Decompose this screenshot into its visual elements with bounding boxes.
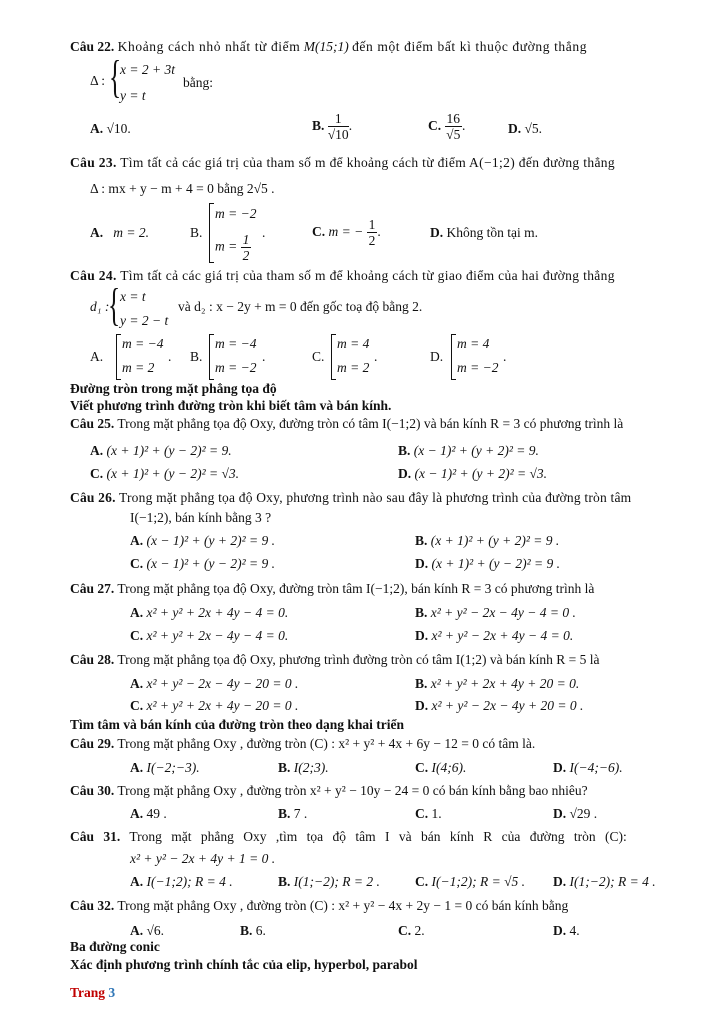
q26-option-d[interactable]: D. (x + 1)² + (y − 2)² = 9 . — [415, 556, 561, 571]
q24-c1: m = 4 — [337, 336, 370, 351]
q22-delta: Δ : — [90, 73, 106, 88]
q24-brace: { — [108, 279, 121, 330]
q24-a-bracket — [116, 334, 121, 380]
q24-sys1: x = t — [120, 289, 146, 304]
q24-d1-val: m = 4 — [457, 336, 490, 351]
q24-option-c-label[interactable]: C. — [312, 349, 325, 364]
q24-d2-val: m = −2 — [457, 360, 499, 375]
q24-line1: Câu 24. Tìm tất cả các giá trị của tham số m để khoảng cách từ giao điểm của hai đường thẳng — [70, 268, 615, 283]
section-subheading-conic: Xác định phương trình chính tắc của elip, hyperbol, parabol — [70, 957, 418, 972]
page-number: 3 — [108, 985, 116, 1000]
q29-option-a[interactable]: A. I(−2;−3). — [130, 760, 200, 775]
q29-option-b[interactable]: B. I(2;3). — [278, 760, 329, 775]
section-heading-conic: Ba đường conic — [70, 939, 160, 954]
q22-option-b[interactable]: B. $\frac{1}{√10}$ . — [312, 111, 353, 143]
q24-option-d-label[interactable]: D. — [430, 349, 444, 364]
q25-option-a[interactable]: A. (x + 1)² + (y − 2)² = 9. — [90, 443, 232, 458]
q24-b2: m = −2 — [215, 360, 257, 375]
q29-line1: Câu 29. Trong mặt phẳng Oxy , đường tròn (C) : x² + y² + 4x + 6y − 12 = 0 có tâm là. — [70, 736, 536, 751]
q26-option-b[interactable]: B. (x + 1)² + (y + 2)² = 9 . — [415, 533, 560, 548]
q24-option-a-label[interactable]: A. — [90, 349, 104, 364]
q23-line2: Δ : mx + y − m + 4 = 0 bằng 2√5 . — [90, 181, 275, 196]
q24-a1: m = −4 — [122, 336, 164, 351]
q23-b2: m = $\frac{1}{2}$ — [215, 232, 250, 263]
q24-b1: m = −4 — [215, 336, 257, 351]
q27-option-d[interactable]: D. x² + y² − 2x + 4y − 4 = 0. — [415, 628, 574, 643]
q28-option-a[interactable]: A. x² + y² − 2x − 4y − 20 = 0 . — [130, 676, 299, 691]
q28-option-b[interactable]: B. x² + y² + 2x + 4y + 20 = 0. — [415, 676, 580, 691]
q24-b-bracket — [209, 334, 214, 380]
q24-c-bracket — [331, 334, 336, 380]
section-subheading-find: Tìm tâm và bán kính của đường tròn theo dạng khai triển — [70, 717, 405, 732]
q30-line1: Câu 30. Trong mặt phẳng Oxy , đường tròn x² + y² − 10y − 24 = 0 có bán kính bằng bao nhiêu? — [70, 783, 588, 798]
q24-rest: và d₂ : x − 2y + m = 0 đến gốc toạ độ bằng 2. — [178, 299, 423, 314]
q30-option-b[interactable]: B. 7 . — [278, 806, 308, 821]
q32-option-d[interactable]: D. 4. — [553, 923, 580, 938]
q23-line1: Câu 23. Tìm tất cả các giá trị của tham số m để khoảng cách từ điểm A(−1;2) đến đường thẳng — [70, 155, 615, 170]
q25-option-c[interactable]: C. (x + 1)² + (y − 2)² = √3. — [90, 466, 240, 481]
footer-label: Trang — [70, 985, 106, 1000]
q31-line1: Câu 31. Trong mặt phẳng Oxy ,tìm tọa độ tâm I và bán kính R của đường tròn (C): — [70, 829, 627, 844]
q27-option-c[interactable]: C. x² + y² + 2x − 4y − 4 = 0. — [130, 628, 289, 643]
q26-option-a[interactable]: A. (x − 1)² + (y + 2)² = 9 . — [130, 533, 276, 548]
q22-tail: bằng: — [183, 75, 213, 90]
q26-option-c[interactable]: C. (x − 1)² + (y − 2)² = 9 . — [130, 556, 276, 571]
q24-d-bracket — [451, 334, 456, 380]
q24-d-end: . — [503, 349, 507, 364]
q24-sys2: y = 2 − t — [120, 313, 169, 328]
q32-option-c[interactable]: C. 2. — [398, 923, 425, 938]
q27-line1: Câu 27. Trong mặt phẳng tọa độ Oxy, đường tròn tâm I(−1;2), bán kính R = 3 có phương trình là — [70, 581, 595, 596]
q25-option-d[interactable]: D. (x − 1)² + (y + 2)² = √3. — [398, 466, 548, 481]
q32-option-a[interactable]: A. √6. — [130, 923, 165, 938]
q30-option-c[interactable]: C. 1. — [415, 806, 442, 821]
section-heading-circle: Đường tròn trong mặt phẳng tọa độ — [70, 381, 277, 396]
q22-sys1: x = 2 + 3t — [120, 62, 175, 77]
q22-stem: Câu 22. — [70, 39, 115, 54]
q31-option-c[interactable]: C. I(−1;2); R = √5 . — [415, 874, 525, 889]
q23-option-b-label[interactable]: B. — [190, 225, 203, 240]
q23-b1: m = −2 — [215, 206, 257, 221]
q28-option-d[interactable]: D. x² + y² − 2x − 4y + 20 = 0 . — [415, 698, 584, 713]
q24-a2: m = 2 — [122, 360, 155, 375]
q22-sys2: y = t — [120, 88, 146, 103]
q24-a-end: . — [168, 349, 172, 364]
q29-option-d[interactable]: D. I(−4;−6). — [553, 760, 623, 775]
q22-option-c[interactable]: C. $\frac{16}{√5}$ . — [428, 111, 466, 143]
q28-option-c[interactable]: C. x² + y² + 2x + 4y − 20 = 0 . — [130, 698, 299, 713]
q23-stem: Câu 23. — [70, 155, 117, 170]
q27-option-a[interactable]: A. x² + y² + 2x + 4y − 4 = 0. — [130, 605, 289, 620]
q28-line1: Câu 28. Trong mặt phẳng tọa độ Oxy, phương trình đường tròn có tâm I(1;2) và bán kính R = 5 là — [70, 652, 600, 667]
q25-option-b[interactable]: B. (x − 1)² + (y + 2)² = 9. — [398, 443, 539, 458]
q25-line1: Câu 25. Trong mặt phẳng tọa độ Oxy, đường tròn có tâm I(−1;2) và bán kính R = 3 có phương trình là — [70, 416, 624, 431]
q31-option-a[interactable]: A. I(−1;2); R = 4 . — [130, 874, 233, 889]
q26-line2: I(−1;2), bán kính bằng 3 ? — [130, 510, 272, 525]
q23-b-end: . — [262, 225, 266, 240]
q32-line1: Câu 32. Trong mặt phẳng Oxy , đường tròn (C) : x² + y² − 4x + 2y − 1 = 0 có bán kính bằng — [70, 898, 569, 913]
q23-option-a[interactable]: A. m = 2. — [90, 225, 149, 240]
q24-option-b-label[interactable]: B. — [190, 349, 203, 364]
q24-d1: d₁ : — [90, 299, 110, 314]
section-subheading-write: Viết phương trình đường tròn khi biết tâm và bán kính. — [70, 398, 392, 413]
page-footer — [70, 984, 115, 1002]
q23-b-bracket — [209, 203, 214, 263]
q22-option-a[interactable]: A. √10. — [90, 121, 131, 136]
q24-stem: Câu 24. — [70, 268, 117, 283]
q29-option-c[interactable]: C. I(4;6). — [415, 760, 467, 775]
q22-brace: { — [109, 51, 122, 102]
q32-option-b[interactable]: B. 6. — [240, 923, 266, 938]
q22-option-d[interactable]: D. √5. — [508, 121, 543, 136]
q24-b-end: . — [262, 349, 266, 364]
q24-c-end: . — [374, 349, 378, 364]
q31-line2: x² + y² − 2x + 4y + 1 = 0 . — [130, 851, 276, 866]
q23-option-d[interactable]: D. Không tồn tại m. — [430, 225, 538, 240]
q22-line1: Câu 22. Khoảng cách nhỏ nhất từ điểm M(15;1) đến một điểm bất kì thuộc đường thẳng — [70, 39, 588, 54]
q23-option-c[interactable]: C. m = − $\frac{1}{2}$ . — [312, 217, 381, 249]
q30-option-d[interactable]: D. √29 . — [553, 806, 598, 821]
q31-option-d[interactable]: D. I(1;−2); R = 4 . — [553, 874, 656, 889]
q30-option-a[interactable]: A. 49 . — [130, 806, 167, 821]
q27-option-b[interactable]: B. x² + y² − 2x − 4y − 4 = 0 . — [415, 605, 576, 620]
q24-c2: m = 2 — [337, 360, 370, 375]
q26-line1: Câu 26. Trong mặt phẳng tọa độ Oxy, phương trình nào sau đây là phương trình của đường tròn tâm — [70, 490, 632, 505]
q31-option-b[interactable]: B. I(1;−2); R = 2 . — [278, 874, 380, 889]
